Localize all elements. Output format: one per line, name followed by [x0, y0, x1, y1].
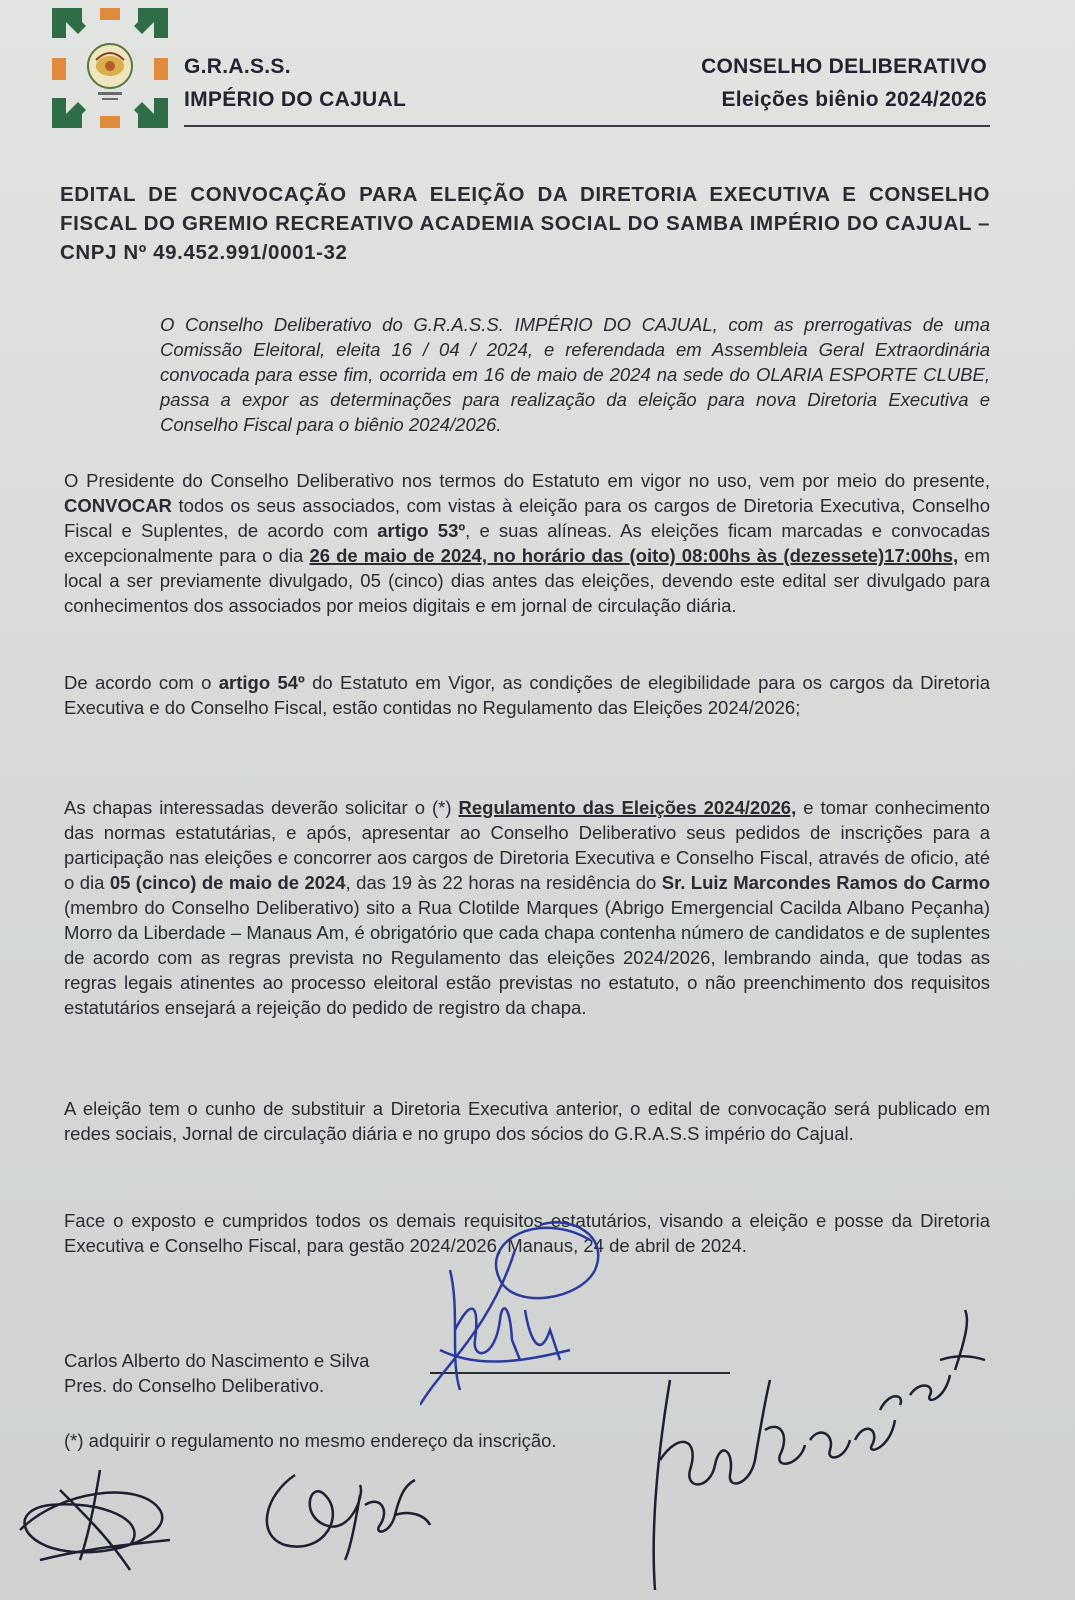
- convocar-emphasis: CONVOCAR: [64, 495, 172, 516]
- signer-block: [64, 1348, 369, 1398]
- election-period: Eleições biênio 2024/2026: [721, 88, 987, 111]
- text-run: As chapas interessadas deverão solicitar o (*): [64, 797, 459, 818]
- org-short-name: G.R.A.S.S.: [184, 55, 291, 78]
- registration-deadline: 05 (cinco) de maio de 2024: [109, 872, 346, 893]
- registration-contact-name: Sr. Luiz Marcondes Ramos do Carmo: [661, 872, 990, 893]
- president-signature: [420, 1210, 650, 1410]
- member-signature-left: [0, 1450, 180, 1580]
- election-date-time: 26 de maio de 2024, no horário das (oito) 08:00hs às (dezessete)17:00hs,: [309, 545, 959, 566]
- eligibility-paragraph: [64, 670, 990, 720]
- convocation-paragraph: [64, 468, 990, 618]
- grass-imperio-logo: [52, 8, 168, 128]
- header-divider: [184, 125, 990, 127]
- text-run: O Presidente do Conselho Deliberativo nos termos do Estatuto em vigor no uso, vem por meio do presente,: [64, 470, 990, 491]
- text-run: em local a ser previamente divulgado, 05 (cinco) dias antes das eleições, devendo este edital ser divulgado para conhecimentos dos associados por meios digitais e em jornal de circulação diária.: [64, 545, 991, 616]
- member-signature-right: [640, 1300, 1000, 1600]
- article-54-reference: artigo 54º: [218, 672, 305, 693]
- text-run: De acordo com o: [64, 672, 219, 693]
- header-council: [701, 50, 987, 116]
- closing-paragraph: Face o exposto e cumpridos todos os demais requisitos estatutários, visando a eleição e posse da Diretoria Executiva e Conselho Fiscal, para gestão 2024/2026, Manaus, 24 de abril de 2024.: [64, 1210, 990, 1256]
- text-run: , das 19 às 22 horas na residência do: [345, 872, 662, 893]
- purpose-paragraph: A eleição tem o cunho de substituir a Diretoria Executiva anterior, o edital de convocação será publicado em redes sociais, Jornal de circulação diária e no grupo dos sócios do G.R.A.S.S império do Cajual.: [64, 1098, 990, 1144]
- signer-role: Pres. do Conselho Deliberativo.: [64, 1375, 325, 1396]
- document-title: EDITAL DE CONVOCAÇÃO PARA ELEIÇÃO DA DIRETORIA EXECUTIVA E CONSELHO FISCAL DO GREMIO RECREATIVO ACADEMIA SOCIAL DO SAMBA IMPÉRIO DO CAJUAL – CNPJ Nº 49.452.991/0001-32: [60, 183, 990, 264]
- registration-paragraph: [64, 795, 990, 1020]
- regulation-reference: Regulamento das Eleições 2024/2026,: [458, 797, 797, 818]
- header-organization: [184, 50, 406, 116]
- intro-paragraph: O Conselho Deliberativo do G.R.A.S.S. IMPÉRIO DO CAJUAL, com as prerrogativas de uma Comissão Eleitoral, eleita 16 / 04 / 2024, e referendada em Assembleia Geral Extraordinária convocada para esse fim, ocorrida em 16 de maio de 2024 na sede do OLARIA ESPORTE CLUBE, passa a expor as determinações para realização da eleição para nova Diretoria Executiva e Conselho Fiscal para o biênio 2024/2026.: [160, 314, 990, 435]
- text-run: todos os seus associados, com vistas à eleição para os cargos de Diretoria Executiva, Conselho Fiscal e Suplentes, de acordo com: [64, 495, 990, 541]
- footnote: (*) adquirir o regulamento no mesmo endereço da inscrição.: [64, 1430, 557, 1451]
- text-run: do Estatuto em Vigor, as condições de elegibilidade para os cargos da Diretoria Executiva e do Conselho Fiscal, estão contidas no Regulamento das Eleições 2024/2026;: [64, 672, 990, 718]
- council-name: CONSELHO DELIBERATIVO: [701, 55, 987, 78]
- text-run: , e suas alíneas. As eleições ficam marcadas e convocadas excepcionalmente para o dia: [64, 520, 990, 566]
- signer-name: Carlos Alberto do Nascimento e Silva: [64, 1350, 370, 1371]
- text-run: e tomar conhecimento das normas estatutárias, e após, apresentar ao Conselho Deliberativo seus pedidos de inscrições para a participação nas eleições e concorrer aos cargos de Diretoria Executiva e Conselho Fiscal, através de oficio, até o dia: [64, 797, 990, 893]
- article-53-reference: artigo 53º: [377, 520, 466, 541]
- text-run: (membro do Conselho Deliberativo) sito a Rua Clotilde Marques (Abrigo Emergencial Cacilda Albano Peçanha) Morro da Liberdade – Manaus Am, é obrigatório que cada chapa contenha número de candidatos e de suplentes de acordo com as regras prevista no Regulamento das eleições 2024/2026, lembrando ainda, que todas as regras legais atinentes ao processo eleitoral estão previstas no estatuto, o não preenchimento dos requisitos estatutários ensejará a rejeição do pedido de registro da chapa.: [64, 897, 990, 1018]
- org-full-name: IMPÉRIO DO CAJUAL: [184, 88, 407, 111]
- member-signature-middle: [255, 1455, 435, 1565]
